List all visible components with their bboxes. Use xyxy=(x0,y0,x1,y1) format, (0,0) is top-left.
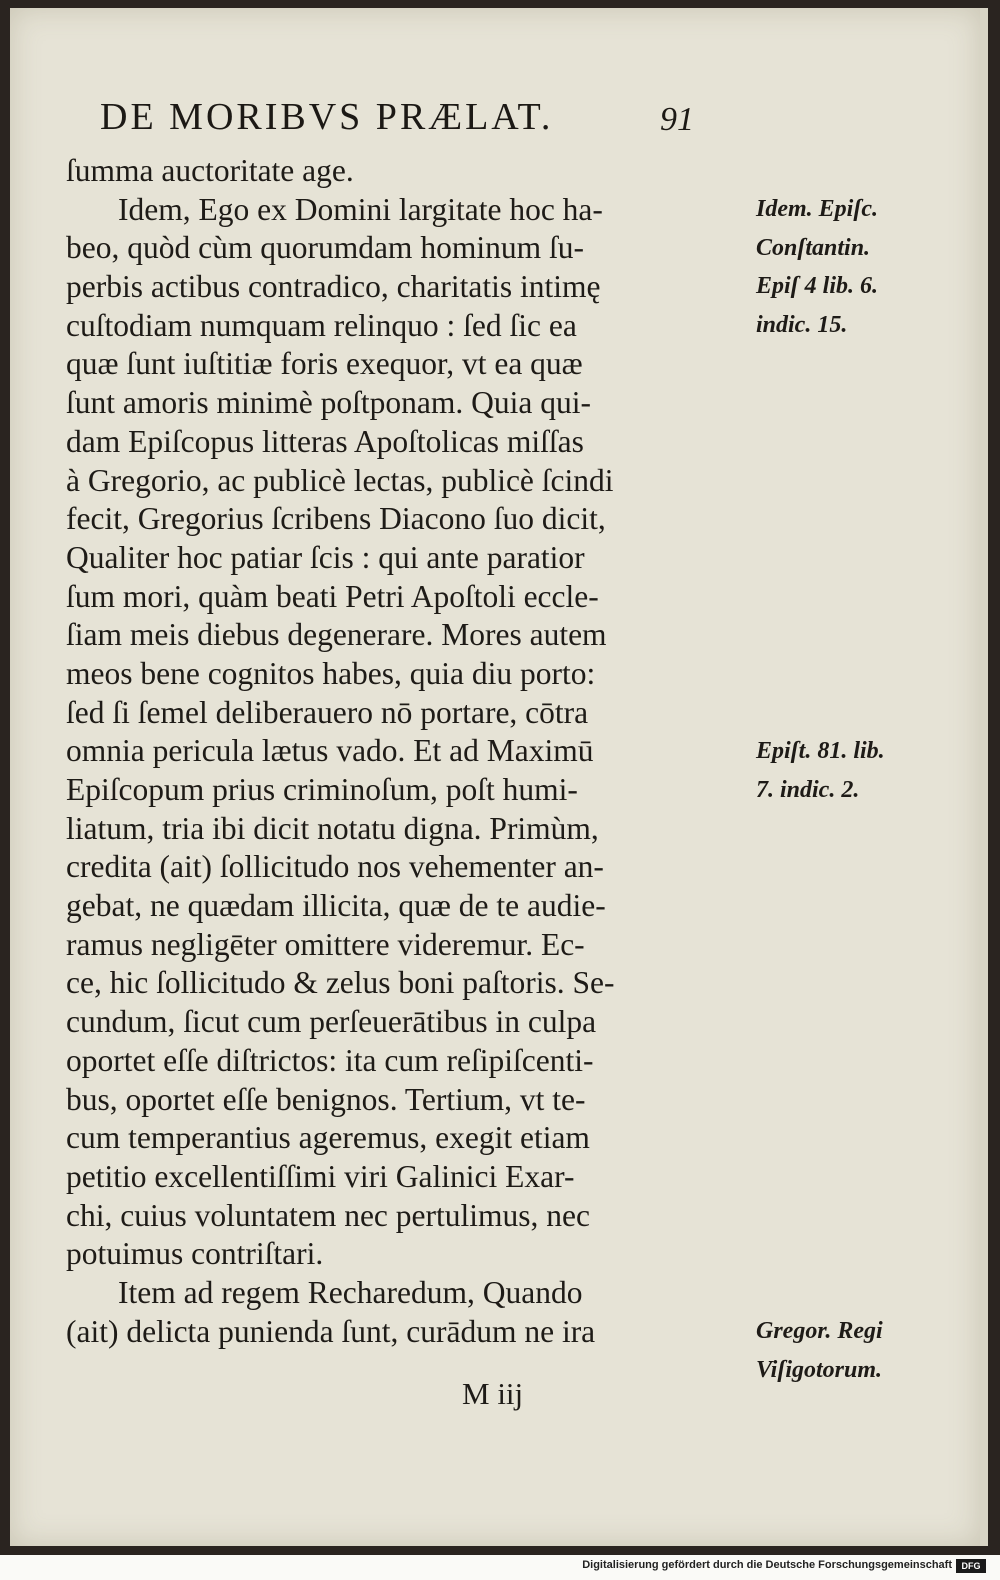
funding-credit: Digitalisierung gefördert durch die Deutsche Forschungsgemeinschaft xyxy=(582,1559,952,1571)
margin-note-line: 7. indic. 2. xyxy=(756,776,860,803)
text-line: cundum, ſicut cum perſeuerātibus in culpa xyxy=(66,1004,597,1040)
page-number: 91 xyxy=(660,101,694,138)
text-line: gebat, ne quædam illicita, quæ de te audie- xyxy=(66,888,606,924)
margin-note xyxy=(756,1312,956,1389)
margin-note xyxy=(756,190,956,345)
text-line: Item ad regem Recharedum, Quando xyxy=(118,1274,583,1310)
text-line: liatum, tria ibi dicit notatu digna. Primùm, xyxy=(66,810,599,846)
text-line: perbis actibus contradico, charitatis intimę xyxy=(66,269,601,305)
text-line: ſum mori, quàm beati Petri Apoſtoli eccle- xyxy=(66,578,599,614)
text-line: ramus negligēter omittere videremur. Ec- xyxy=(66,926,585,962)
text-line: Idem, Ego ex Domini largitate hoc ha- xyxy=(118,191,603,227)
text-line: cuſtodiam numquam relinquo : ſed ſic ea xyxy=(66,307,577,343)
text-line: potuimus contriſtari. xyxy=(66,1236,324,1272)
running-header xyxy=(100,95,700,145)
margin-note-line: Gregor. Regi xyxy=(756,1318,883,1344)
text-line: meos bene cognitos habes, quia diu porto: xyxy=(66,655,596,691)
running-title: DE MORIBVS PRÆLAT. xyxy=(100,96,554,138)
margin-note-line: Epiſt. 81. lib. xyxy=(756,738,885,764)
text-line: chi, cuius voluntatem nec pertulimus, nec xyxy=(66,1197,590,1233)
text-line: ſed ſi ſemel deliberauero nō portare, cōtra xyxy=(66,694,589,730)
text-line: credita (ait) ſollicitudo nos vehementer an- xyxy=(66,849,604,885)
text-line: dam Epiſcopus litteras Apoſtolicas miſſas xyxy=(66,423,584,459)
text-line: à Gregorio, ac publicè lectas, publicè ſcindi xyxy=(66,462,614,498)
text-line: Epiſcopum prius criminoſum, poſt humi- xyxy=(66,772,578,807)
text-line: quæ ſunt iuſtitiæ foris exequor, vt ea quæ xyxy=(66,346,583,382)
text-line: ſiam meis diebus degenerare. Mores autem xyxy=(66,617,607,653)
margin-note-line: Idem. Epiſc. xyxy=(756,196,878,222)
text-line: ſumma auctoritate age. xyxy=(66,153,354,188)
text-line: petitio excellentiſſimi viri Galinici Exar- xyxy=(66,1158,575,1194)
margin-note-line: Epiſ 4 lib. 6. xyxy=(756,273,879,300)
text-line: oportet eſſe diſtrictos: ita cum reſipiſcenti- xyxy=(66,1042,594,1078)
text-line: cum temperantius ageremus, exegit etiam xyxy=(66,1120,590,1156)
text-line: Qualiter hoc patiar ſcis : qui ante paratior xyxy=(66,539,585,575)
margin-note-line: Conſtantin. xyxy=(756,234,871,261)
text-line: fecit, Gregorius ſcribens Diacono ſuo dicit, xyxy=(66,501,606,537)
dfg-logo: DFG xyxy=(956,1559,986,1573)
text-line: beo, quòd cùm quorumdam hominum ſu- xyxy=(66,230,584,266)
text-line: bus, oportet eſſe benignos. Tertium, vt te- xyxy=(66,1081,586,1117)
page-edge xyxy=(980,8,988,1546)
text-line: ſunt amoris minimè poſtponam. Quia qui- xyxy=(66,385,591,421)
margin-note-line: indic. 15. xyxy=(756,312,848,339)
signature-mark: M iij xyxy=(462,1376,524,1411)
margin-note-line: Viſigotorum. xyxy=(756,1356,883,1383)
text-line: (ait) delicta punienda ſunt, curādum ne ira xyxy=(66,1313,596,1349)
margin-note xyxy=(756,732,956,809)
text-line: ce, hic ſollicitudo & zelus boni paſtoris. Se- xyxy=(66,965,615,1001)
footer-bar xyxy=(0,1556,1000,1580)
text-line: omnia pericula lætus vado. Et ad Maximū xyxy=(66,733,594,769)
body-text xyxy=(66,152,885,1383)
